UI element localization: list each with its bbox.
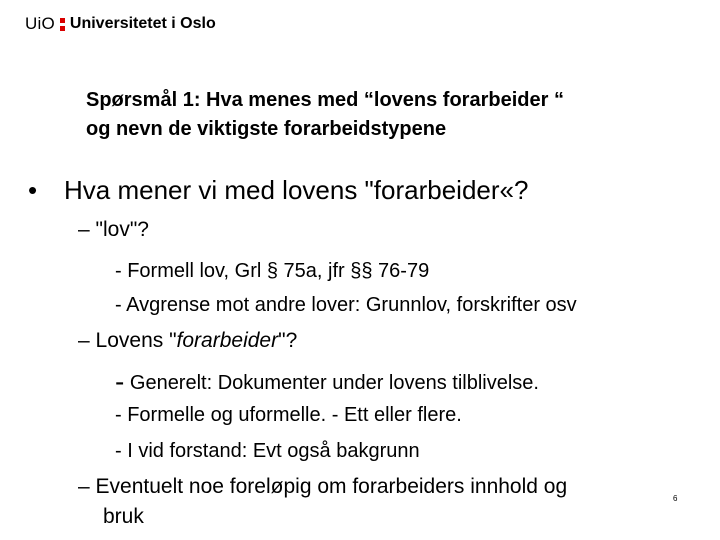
- lov-item-formell: - Formell lov, Grl § 75a, jfr §§ 76-79: [115, 260, 430, 282]
- dash-icon: –: [78, 475, 90, 498]
- dash-icon: –: [78, 218, 90, 241]
- forarbeider-item-formelle: - Formelle og uformelle. - Ett eller flere.: [115, 404, 462, 426]
- logo-uio-text: UiO: [25, 14, 55, 33]
- bullet-icon: •: [28, 175, 38, 205]
- forarbeider-item-generelt: [115, 368, 539, 396]
- sub-bullet-eventuelt-continuation: bruk: [103, 505, 144, 528]
- sub-bullet-lov: [78, 218, 149, 242]
- logo-colon-icon: [60, 18, 65, 31]
- slide-title: [86, 86, 706, 144]
- page-number: 6: [673, 494, 678, 503]
- dash-icon: –: [78, 329, 90, 352]
- sub-bullet-lov-text: "lov"?: [95, 218, 149, 241]
- forarbeider-item-vid-forstand: - I vid forstand: Evt også bakgrunn: [115, 440, 420, 462]
- logo-university-name: Universitetet i Oslo: [69, 15, 216, 32]
- forarbeider-item-generelt-text: Generelt: Dokumenter under lovens tilblivelse.: [124, 372, 539, 394]
- main-bullet-text: Hva mener vi med lovens "forarbeider«?: [64, 175, 529, 205]
- sub-bullet-eventuelt-text: Eventuelt noe foreløpig om forarbeiders innhold og: [95, 475, 568, 498]
- slide-title-line-2: og nevn de viktigste forarbeidstypene: [86, 118, 447, 140]
- slide-title-line-1: Spørsmål 1: Hva menes med “lovens forarbeider “: [86, 89, 564, 111]
- uio-logo: [25, 13, 216, 35]
- sub-bullet-forarbeider-italic: forarbeider: [176, 329, 279, 352]
- lov-item-avgrense: - Avgrense mot andre lover: Grunnlov, forskrifter osv: [115, 294, 577, 316]
- sub-bullet-forarbeider-prefix: Lovens ": [95, 329, 177, 352]
- sub-bullet-forarbeider: [78, 329, 297, 353]
- sub-bullet-eventuelt: [78, 475, 567, 499]
- main-bullet: [28, 175, 528, 206]
- dash-icon: -: [115, 366, 125, 397]
- sub-bullet-forarbeider-suffix: "?: [278, 329, 298, 352]
